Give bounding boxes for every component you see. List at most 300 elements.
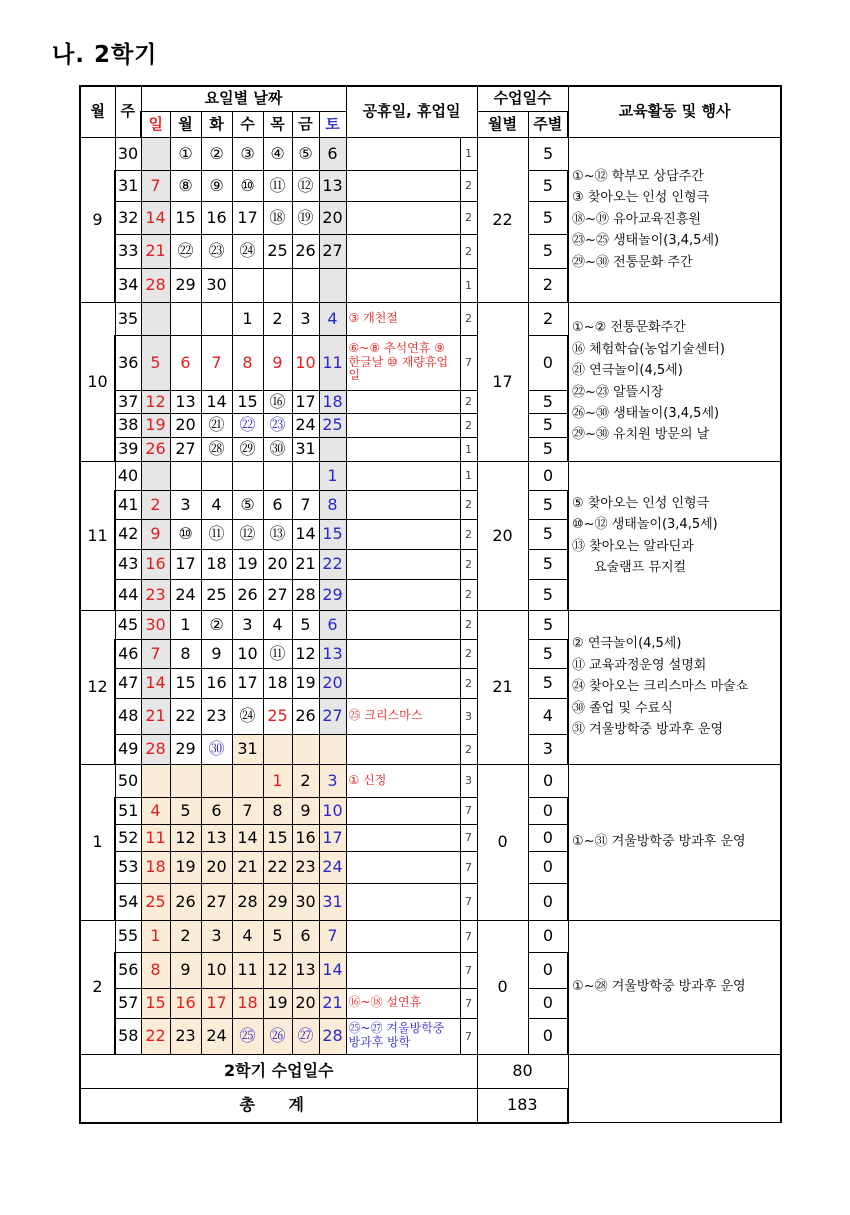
day-cell: 19 bbox=[232, 549, 263, 579]
day-cell: 25 bbox=[263, 234, 292, 268]
weekly-class-days: 5 bbox=[528, 668, 568, 698]
day-cell: 26 bbox=[170, 883, 201, 920]
day-cell: ㉚ bbox=[201, 734, 232, 764]
weekly-class-days: 0 bbox=[528, 952, 568, 988]
week-number: 48 bbox=[115, 698, 141, 734]
week-number: 49 bbox=[115, 734, 141, 764]
activities-cell bbox=[568, 302, 781, 461]
holiday-count: 7 bbox=[460, 952, 477, 988]
day-cell: 9 bbox=[263, 335, 292, 390]
day-cell: ㉘ bbox=[201, 437, 232, 461]
weekly-class-days: 0 bbox=[528, 1018, 568, 1054]
weekly-class-days: 5 bbox=[528, 170, 568, 201]
activity-item: ㉙~㉚ 유치원 방문의 날 bbox=[572, 427, 710, 443]
holiday-cell bbox=[346, 461, 460, 490]
month-header: 월 bbox=[80, 86, 115, 137]
day-cell: 17 bbox=[201, 988, 232, 1018]
day-cell: 22 bbox=[170, 698, 201, 734]
day-cell: ① bbox=[170, 137, 201, 170]
day-cell: 25 bbox=[201, 579, 232, 610]
activity-item: ㉑ 연극놀이(4,5세) bbox=[572, 363, 683, 379]
activity-item: ㉔ 찾아오는 크리스마스 마술쇼 bbox=[572, 679, 749, 695]
day-cell: 12 bbox=[141, 390, 170, 413]
holiday-cell bbox=[346, 137, 460, 170]
activity-item: ⑱~⑲ 유아교육진흥원 bbox=[572, 211, 701, 227]
day-cell: ④ bbox=[263, 137, 292, 170]
day-cell: ⑱ bbox=[263, 201, 292, 234]
day-cell: 22 bbox=[319, 549, 346, 579]
week-header: 주 bbox=[115, 86, 141, 137]
holiday-count: 1 bbox=[460, 461, 477, 490]
day-cell: 25 bbox=[319, 413, 346, 437]
class-days-header: 수업일수 bbox=[477, 86, 568, 111]
day-cell: 27 bbox=[201, 883, 232, 920]
day-cell: 18 bbox=[201, 549, 232, 579]
day-cell: ⑧ bbox=[170, 170, 201, 201]
month-cell: 2 bbox=[80, 920, 115, 1054]
holiday-count: 1 bbox=[460, 437, 477, 461]
activities-cell bbox=[568, 461, 781, 610]
day-cell: 20 bbox=[319, 201, 346, 234]
month-cell: 1 bbox=[80, 764, 115, 920]
week-number: 31 bbox=[115, 170, 141, 201]
day-cell: ⑨ bbox=[201, 170, 232, 201]
day-cell bbox=[292, 461, 319, 490]
holiday-count: 3 bbox=[460, 698, 477, 734]
day-cell: ㉔ bbox=[232, 234, 263, 268]
day-cell: ⑪ bbox=[263, 639, 292, 668]
semester-total-label: 2학기 수업일수 bbox=[80, 1054, 477, 1088]
activity-item: ①~㉛ 겨울방학중 방과후 운영 bbox=[572, 834, 746, 850]
holiday-cell bbox=[346, 883, 460, 920]
week-number: 43 bbox=[115, 549, 141, 579]
day-cell: 30 bbox=[201, 268, 232, 302]
day-cell: 14 bbox=[292, 519, 319, 549]
holiday-count: 7 bbox=[460, 920, 477, 952]
day-cell: ⑤ bbox=[232, 490, 263, 519]
month-cell: 9 bbox=[80, 137, 115, 302]
day-cell: 24 bbox=[292, 413, 319, 437]
day-cell bbox=[201, 461, 232, 490]
day-cell: 8 bbox=[263, 797, 292, 824]
day-cell bbox=[292, 734, 319, 764]
week-number: 57 bbox=[115, 988, 141, 1018]
week-number: 45 bbox=[115, 610, 141, 639]
day-cell: 13 bbox=[201, 824, 232, 851]
day-cell: 19 bbox=[292, 668, 319, 698]
day-cell: 7 bbox=[201, 335, 232, 390]
day-cell: 19 bbox=[170, 851, 201, 883]
weekly-class-days: 5 bbox=[528, 137, 568, 170]
day-cell: 31 bbox=[232, 734, 263, 764]
weekly-class-days: 5 bbox=[528, 413, 568, 437]
holiday-count: 7 bbox=[460, 1018, 477, 1054]
day-cell: 10 bbox=[319, 797, 346, 824]
holiday-count: 1 bbox=[460, 268, 477, 302]
weekly-class-days: 5 bbox=[528, 490, 568, 519]
day-cell: 3 bbox=[170, 490, 201, 519]
day-cell bbox=[141, 137, 170, 170]
day-cell: ㉗ bbox=[292, 1018, 319, 1054]
day-cell bbox=[141, 302, 170, 335]
day-cell: 29 bbox=[319, 579, 346, 610]
week-number: 34 bbox=[115, 268, 141, 302]
day-cell: 16 bbox=[141, 549, 170, 579]
holiday-count: 2 bbox=[460, 610, 477, 639]
day-header-fri: 금 bbox=[292, 111, 319, 137]
activity-item: ③ 찾아오는 인성 인형극 bbox=[572, 190, 710, 206]
day-cell: ㉓ bbox=[263, 413, 292, 437]
holiday-count: 1 bbox=[460, 137, 477, 170]
weekly-class-days: 0 bbox=[528, 764, 568, 797]
day-cell bbox=[201, 302, 232, 335]
monthly-class-days: 0 bbox=[477, 920, 528, 1054]
day-cell: 25 bbox=[141, 883, 170, 920]
day-cell bbox=[263, 734, 292, 764]
week-row bbox=[80, 764, 781, 797]
week-number: 54 bbox=[115, 883, 141, 920]
day-cell: 2 bbox=[263, 302, 292, 335]
day-cell bbox=[170, 461, 201, 490]
month-cell: 10 bbox=[80, 302, 115, 461]
day-cell: 1 bbox=[319, 461, 346, 490]
activity-item: 요술램프 뮤지컬 bbox=[594, 559, 687, 575]
activity-item: ①~② 전통문화주간 bbox=[572, 320, 686, 336]
day-cell: 11 bbox=[141, 824, 170, 851]
day-cell: 4 bbox=[201, 490, 232, 519]
day-cell: 16 bbox=[170, 988, 201, 1018]
day-cell: 21 bbox=[141, 234, 170, 268]
holiday-count: 2 bbox=[460, 302, 477, 335]
week-number: 47 bbox=[115, 668, 141, 698]
day-cell: 21 bbox=[319, 988, 346, 1018]
day-cell: 17 bbox=[319, 824, 346, 851]
weekly-class-days: 5 bbox=[528, 579, 568, 610]
holiday-cell: ⑯~⑱ 설연휴 bbox=[346, 988, 460, 1018]
day-cell: 4 bbox=[319, 302, 346, 335]
day-cell bbox=[170, 302, 201, 335]
week-row bbox=[80, 920, 781, 952]
day-cell bbox=[232, 268, 263, 302]
day-cell: ㉖ bbox=[263, 1018, 292, 1054]
day-cell: ㉒ bbox=[170, 234, 201, 268]
weekly-class-days: 5 bbox=[528, 234, 568, 268]
activities-cell bbox=[568, 920, 781, 1054]
day-header-tue: 화 bbox=[201, 111, 232, 137]
week-number: 52 bbox=[115, 824, 141, 851]
day-cell: 18 bbox=[263, 668, 292, 698]
holiday-count: 7 bbox=[460, 883, 477, 920]
holiday-cell bbox=[346, 234, 460, 268]
holiday-cell bbox=[346, 549, 460, 579]
week-number: 51 bbox=[115, 797, 141, 824]
weekly-class-days: 5 bbox=[528, 437, 568, 461]
holiday-count: 2 bbox=[460, 639, 477, 668]
day-cell: 14 bbox=[232, 824, 263, 851]
day-cell: 10 bbox=[232, 639, 263, 668]
day-cell: 24 bbox=[201, 1018, 232, 1054]
grand-total-label: 총 계 bbox=[80, 1088, 477, 1123]
weekly-class-days: 5 bbox=[528, 519, 568, 549]
holiday-cell bbox=[346, 920, 460, 952]
holiday-cell bbox=[346, 170, 460, 201]
day-cell: 16 bbox=[201, 201, 232, 234]
day-cell: ⑩ bbox=[232, 170, 263, 201]
monthly-class-days: 20 bbox=[477, 461, 528, 610]
weekly-header: 주별 bbox=[528, 111, 568, 137]
week-row bbox=[80, 461, 781, 490]
holiday-cell bbox=[346, 390, 460, 413]
holiday-count: 2 bbox=[460, 413, 477, 437]
day-cell: 23 bbox=[170, 1018, 201, 1054]
day-cell: 8 bbox=[232, 335, 263, 390]
holiday-header: 공휴일, 휴업일 bbox=[346, 86, 477, 137]
week-number: 50 bbox=[115, 764, 141, 797]
day-cell: 2 bbox=[292, 764, 319, 797]
holiday-cell bbox=[346, 824, 460, 851]
day-cell: 20 bbox=[201, 851, 232, 883]
activity-item: ⑯ 체험학습(농업기술센터) bbox=[572, 341, 725, 357]
semester-total-value: 80 bbox=[477, 1054, 568, 1088]
day-cell: 1 bbox=[141, 920, 170, 952]
day-cell bbox=[319, 734, 346, 764]
day-cell: 3 bbox=[292, 302, 319, 335]
holiday-cell bbox=[346, 797, 460, 824]
holiday-count: 2 bbox=[460, 519, 477, 549]
week-number: 44 bbox=[115, 579, 141, 610]
week-number: 32 bbox=[115, 201, 141, 234]
day-cell: 5 bbox=[292, 610, 319, 639]
activity-item: ⑬ 찾아오는 알라딘과 bbox=[572, 538, 694, 554]
holiday-cell bbox=[346, 201, 460, 234]
day-cell: 27 bbox=[263, 579, 292, 610]
holiday-count: 3 bbox=[460, 764, 477, 797]
day-cell: ⑤ bbox=[292, 137, 319, 170]
day-cell: 24 bbox=[170, 579, 201, 610]
grand-total-value: 183 bbox=[477, 1088, 568, 1123]
day-cell: ㉕ bbox=[232, 1018, 263, 1054]
day-cell: 9 bbox=[292, 797, 319, 824]
day-cell: ② bbox=[201, 137, 232, 170]
day-cell: 1 bbox=[170, 610, 201, 639]
activity-item: ①~⑫ 학부모 상담주간 bbox=[572, 168, 704, 184]
day-cell: ㉔ bbox=[232, 698, 263, 734]
holiday-cell bbox=[346, 639, 460, 668]
day-cell: ⑯ bbox=[263, 390, 292, 413]
day-cell: 19 bbox=[263, 988, 292, 1018]
day-cell: 24 bbox=[319, 851, 346, 883]
day-cell: 5 bbox=[141, 335, 170, 390]
weekly-class-days: 5 bbox=[528, 610, 568, 639]
day-cell: ⑪ bbox=[201, 519, 232, 549]
day-cell: 3 bbox=[232, 610, 263, 639]
day-cell: ⑫ bbox=[292, 170, 319, 201]
day-cell: 29 bbox=[170, 734, 201, 764]
monthly-class-days: 22 bbox=[477, 137, 528, 302]
day-cell bbox=[232, 764, 263, 797]
day-cell bbox=[319, 437, 346, 461]
day-cell: 2 bbox=[170, 920, 201, 952]
activities-cell bbox=[568, 137, 781, 302]
day-cell: 13 bbox=[170, 390, 201, 413]
holiday-count: 2 bbox=[460, 734, 477, 764]
week-number: 58 bbox=[115, 1018, 141, 1054]
weekly-class-days: 0 bbox=[528, 824, 568, 851]
day-cell: ③ bbox=[232, 137, 263, 170]
day-cell: 18 bbox=[232, 988, 263, 1018]
day-cell bbox=[141, 461, 170, 490]
weekly-class-days: 0 bbox=[528, 988, 568, 1018]
activity-item: ㉓~㉕ 생태놀이(3,4,5세) bbox=[572, 233, 720, 249]
day-cell: 20 bbox=[319, 668, 346, 698]
day-cell: 14 bbox=[201, 390, 232, 413]
holiday-cell bbox=[346, 668, 460, 698]
day-cell: 5 bbox=[170, 797, 201, 824]
day-cell: ⑫ bbox=[232, 519, 263, 549]
activities-header: 교육활동 및 행사 bbox=[568, 86, 781, 137]
week-number: 55 bbox=[115, 920, 141, 952]
day-cell: 11 bbox=[319, 335, 346, 390]
activity-item: ⑪ 교육과정운영 설명회 bbox=[572, 657, 707, 673]
day-cell: 12 bbox=[263, 952, 292, 988]
holiday-count: 7 bbox=[460, 824, 477, 851]
day-cell: ㉒ bbox=[232, 413, 263, 437]
day-cell: 7 bbox=[141, 170, 170, 201]
week-number: 40 bbox=[115, 461, 141, 490]
weekly-class-days: 2 bbox=[528, 268, 568, 302]
week-number: 33 bbox=[115, 234, 141, 268]
day-cell: 3 bbox=[201, 920, 232, 952]
monthly-class-days: 0 bbox=[477, 764, 528, 920]
holiday-cell: ⑥~⑧ 추석연휴 ⑨ 한글날 ⑩ 재량휴업일 bbox=[346, 335, 460, 390]
day-cell: 27 bbox=[319, 234, 346, 268]
weekly-class-days: 5 bbox=[528, 390, 568, 413]
day-cell: 28 bbox=[141, 268, 170, 302]
day-cell: 15 bbox=[263, 824, 292, 851]
day-cell: 21 bbox=[292, 549, 319, 579]
holiday-cell bbox=[346, 268, 460, 302]
day-cell: 4 bbox=[263, 610, 292, 639]
day-cell: 14 bbox=[141, 201, 170, 234]
day-cell: ② bbox=[201, 610, 232, 639]
week-number: 30 bbox=[115, 137, 141, 170]
day-cell: 10 bbox=[292, 335, 319, 390]
day-cell: 7 bbox=[141, 639, 170, 668]
day-cell: 26 bbox=[292, 698, 319, 734]
day-cell: 7 bbox=[232, 797, 263, 824]
day-header-mon: 월 bbox=[170, 111, 201, 137]
day-cell: 6 bbox=[319, 137, 346, 170]
day-cell: 26 bbox=[141, 437, 170, 461]
day-cell: 8 bbox=[319, 490, 346, 519]
holiday-count: 2 bbox=[460, 201, 477, 234]
holiday-count: 2 bbox=[460, 549, 477, 579]
day-cell: 4 bbox=[232, 920, 263, 952]
week-number: 42 bbox=[115, 519, 141, 549]
day-cell: 13 bbox=[319, 170, 346, 201]
day-cell: 17 bbox=[292, 390, 319, 413]
day-cell: 20 bbox=[292, 988, 319, 1018]
activity-item: ①~㉘ 겨울방학중 방과후 운영 bbox=[572, 979, 746, 995]
holiday-cell bbox=[346, 579, 460, 610]
day-cell: 8 bbox=[141, 952, 170, 988]
activity-item: ② 연극놀이(4,5세) bbox=[572, 636, 682, 652]
day-cell: 28 bbox=[232, 883, 263, 920]
holiday-cell: ① 신정 bbox=[346, 764, 460, 797]
day-cell: 7 bbox=[292, 490, 319, 519]
day-cell: 15 bbox=[170, 201, 201, 234]
week-number: 35 bbox=[115, 302, 141, 335]
monthly-class-days: 17 bbox=[477, 302, 528, 461]
day-cell: 23 bbox=[141, 579, 170, 610]
activities-cell bbox=[568, 764, 781, 920]
week-number: 46 bbox=[115, 639, 141, 668]
activity-item: ㉚ 졸업 및 수료식 bbox=[572, 700, 673, 716]
day-cell: 18 bbox=[141, 851, 170, 883]
day-cell: 26 bbox=[292, 234, 319, 268]
week-row bbox=[80, 137, 781, 170]
day-cell: 28 bbox=[319, 1018, 346, 1054]
day-cell: ㉚ bbox=[263, 437, 292, 461]
day-cell bbox=[141, 764, 170, 797]
day-cell: 20 bbox=[170, 413, 201, 437]
week-number: 38 bbox=[115, 413, 141, 437]
holiday-cell: ③ 개천절 bbox=[346, 302, 460, 335]
day-cell: 6 bbox=[292, 920, 319, 952]
day-cell: 29 bbox=[263, 883, 292, 920]
holiday-cell bbox=[346, 437, 460, 461]
monthly-header: 월별 bbox=[477, 111, 528, 137]
day-header-sun: 일 bbox=[141, 111, 170, 137]
day-cell: 21 bbox=[232, 851, 263, 883]
day-cell: 12 bbox=[170, 824, 201, 851]
week-number: 53 bbox=[115, 851, 141, 883]
day-cell: 15 bbox=[319, 519, 346, 549]
day-cell: ⑲ bbox=[292, 201, 319, 234]
holiday-count: 2 bbox=[460, 490, 477, 519]
holiday-cell: ㉕ 크리스마스 bbox=[346, 698, 460, 734]
day-cell bbox=[232, 461, 263, 490]
day-cell: 2 bbox=[141, 490, 170, 519]
week-number: 36 bbox=[115, 335, 141, 390]
day-cell: ⑪ bbox=[263, 170, 292, 201]
holiday-count: 2 bbox=[460, 390, 477, 413]
day-cell: 6 bbox=[263, 490, 292, 519]
weekly-class-days: 5 bbox=[528, 201, 568, 234]
day-cell: ㉙ bbox=[232, 437, 263, 461]
day-cell: 23 bbox=[292, 851, 319, 883]
activity-item: ㉙~㉚ 전통문화 주간 bbox=[572, 254, 693, 270]
day-cell: 7 bbox=[319, 920, 346, 952]
day-cell: 30 bbox=[141, 610, 170, 639]
day-cell: ⑩ bbox=[170, 519, 201, 549]
activity-item: ㉖~㉚ 생태놀이(3,4,5세) bbox=[572, 405, 720, 421]
weekly-class-days: 0 bbox=[528, 335, 568, 390]
holiday-cell bbox=[346, 952, 460, 988]
dates-group-header: 요일별 날짜 bbox=[141, 86, 346, 111]
day-header-thu: 목 bbox=[263, 111, 292, 137]
day-cell: 14 bbox=[141, 668, 170, 698]
day-cell: 8 bbox=[170, 639, 201, 668]
holiday-count: 2 bbox=[460, 579, 477, 610]
weekly-class-days: 5 bbox=[528, 549, 568, 579]
week-number: 37 bbox=[115, 390, 141, 413]
day-cell: ㉑ bbox=[201, 413, 232, 437]
day-cell: 16 bbox=[292, 824, 319, 851]
day-cell: 14 bbox=[319, 952, 346, 988]
footer-blank bbox=[568, 1054, 781, 1123]
day-cell: 9 bbox=[201, 639, 232, 668]
